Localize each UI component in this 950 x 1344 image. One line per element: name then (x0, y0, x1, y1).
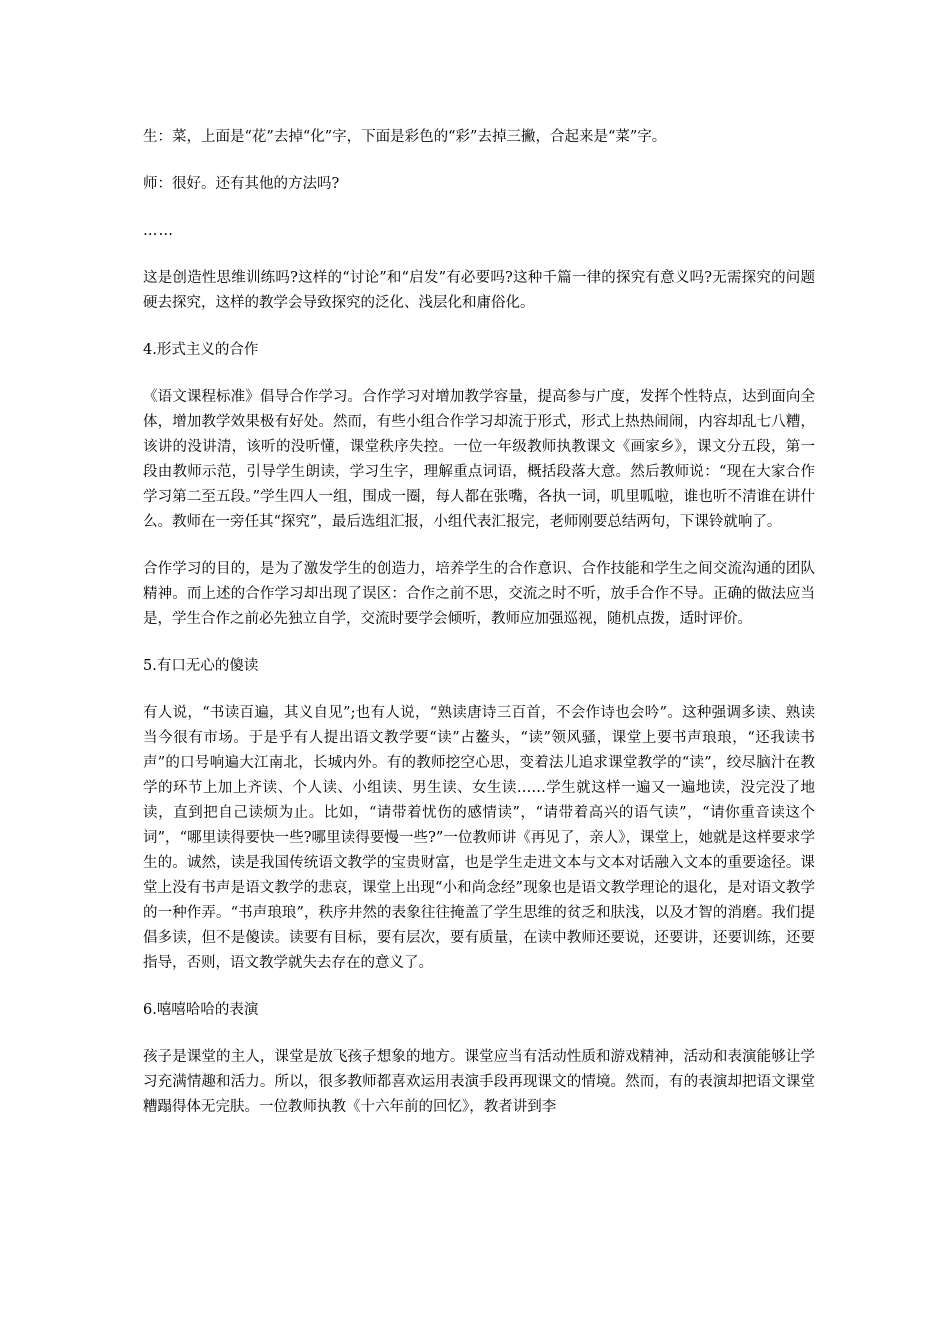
section-heading-5: 5.有口无心的傻读 (143, 658, 259, 674)
dialogue-teacher: 师：很好。还有其他的方法吗? (143, 176, 340, 192)
paragraph-reading: 有人说，“书读百遍，其义自见”;也有人说，“熟读唐诗三百首，不会作诗也会吟”。这种强调多读、熟读当今很有市场。于是乎有人提出语文教学要“读”占鳌头，“读”领风骚，课堂上要书声琅琅，“还我读书声”的口号响遍大江南北，长城内外。有的教师挖空心思，变着法儿追求课堂教学的“读”，绞尽脑汁在教学的环节上加上齐读、个人读、小组读、男生读、女生读……学生就这样一遍又一遍地读，没完没了地读，直到把自己读烦为止。比如，“请带着忧伤的感情读”，“请带着高兴的语气读”，“请你重音读这个词”，“哪里读得要快一些?哪里读得要慢一些?”一位教师讲《再见了，亲人》，课堂上，她就是这样要求学生的。诚然，读是我国传统语文教学的宝贵财富，也是学生走进文本与文本对话融入文本的重要途径。课堂上没有书声是语文教学的悲哀，课堂上出现“小和尚念经”现象也是语文教学理论的退化，是对语文教学的一种作弄。“书声琅琅”，秩序井然的表象往往掩盖了学生思维的贫乏和肤浅，以及才智的消磨。我们提倡多读，但不是傻读。读要有目标，要有层次，要有质量，在读中教师还要说，还要讲，还要训练，还要指导，否则，语文教学就失去存在的意义了。 (143, 705, 815, 971)
document-page (143, 125, 815, 1142)
paragraph-performance: 孩子是课堂的主人，课堂是放飞孩子想象的地方。课堂应当有活动性质和游戏精神，活动和表演能够让学习充满情趣和活力。所以，很多教师都喜欢运用表演手段再现课文的情境。然而，有的表演却把语文课堂糟蹋得体无完肤。一位教师执教《十六年前的回忆》，教者讲到李 (143, 1049, 815, 1115)
section-heading-4: 4.形式主义的合作 (143, 342, 259, 358)
ellipsis: …… (143, 223, 174, 239)
section-heading-6: 6.嘻嘻哈哈的表演 (143, 1002, 259, 1018)
paragraph-cooperation-example: 《语文课程标准》倡导合作学习。合作学习对增加教学容量，提高参与广度，发挥个性特点，达到面向全体，增加教学效果极有好处。然而，有些小组合作学习却流于形式，形式上热热闹闹，内容却乱七八糟，该讲的没讲清，该听的没听懂，课堂秩序失控。一位一年级教师执教课文《画家乡》，课文分五段，第一段由教师示范，引导学生朗读，学习生字，理解重点词语，概括段落大意。然后教师说：“现在大家合作学习第二至五段。”学生四人一组，围成一圈，每人都在张嘴，各执一词，叽里呱啦，谁也听不清谁在讲什么。教师在一旁任其“探究”，最后选组汇报，小组代表汇报完，老师刚要总结两句，下课铃就响了。 (143, 389, 815, 530)
paragraph-cooperation-purpose: 合作学习的目的，是为了激发学生的创造力，培养学生的合作意识、合作技能和学生之间交流沟通的团队精神。而上述的合作学习却出现了误区：合作之前不思，交流之时不听，放手合作不导。正确的做法应当是，学生合作之前必先独立自学，交流时要学会倾听，教师应加强巡视，随机点拨，适时评价。 (143, 561, 815, 627)
paragraph-inquiry-critique: 这是创造性思维训练吗?这样的“讨论”和“启发”有必要吗?这种千篇一律的探究有意义吗?无需探究的问题硬去探究，这样的教学会导致探究的泛化、浅层化和庸俗化。 (143, 270, 815, 311)
dialogue-student: 生：菜，上面是“花”去掉“化”字，下面是彩色的“彩”去掉三撇，合起来是“菜”字。 (143, 129, 667, 145)
